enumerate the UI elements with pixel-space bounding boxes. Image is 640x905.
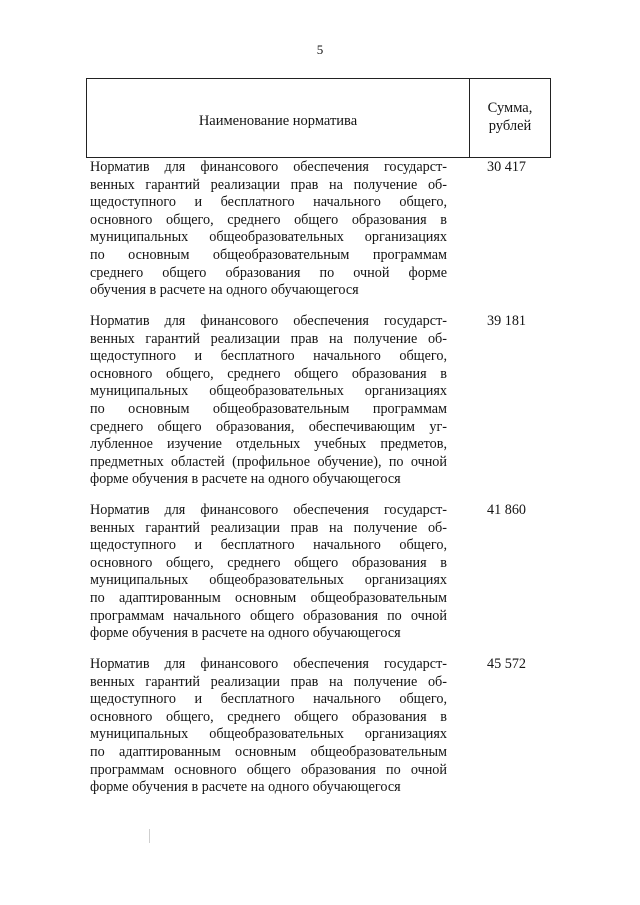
row-sum: 39 181 [487,313,527,329]
table-row [90,159,550,300]
row-text-line: венных гарантий реализации прав на получение об- [90,330,447,347]
row-text-line: среднего общего образования, обеспечивающим уг- [90,418,447,435]
row-text-line: Норматив для финансового обеспечения государст- [90,159,447,175]
row-text-line: венных гарантий реализации прав на получение об- [90,673,447,690]
row-text-line: по основным общеобразовательным программам [90,246,447,263]
table-row [90,502,550,643]
row-text-line: обучения в расчете на одного обучающегося [90,282,359,299]
row-text-line: муниципальных общеобразовательных организациях [90,229,447,246]
row-text-line: основного общего, среднего общего образования в [90,365,447,382]
row-text-line: программам основного общего образования по очной [90,761,447,778]
table-row [90,656,550,797]
row-text-line: по адаптированным основным общеобразовательным [90,589,447,606]
table-header [86,78,551,158]
row-sum: 41 860 [487,502,527,518]
row-text-line: муниципальных общеобразовательных организациях [90,383,447,400]
row-sum: 45 572 [487,656,527,672]
row-text-line: форме обучения в расчете на одного обучающегося [90,625,401,642]
header-sum-line-2: рублей [488,118,532,134]
row-text-line: по основным общеобразовательным программам [90,400,447,417]
row-text-line: Норматив для финансового обеспечения государст- [90,502,447,518]
header-name-column: Наименование норматива [87,79,470,157]
row-text-line: Норматив для финансового обеспечения государст- [90,313,447,329]
row-text-line: по адаптированным основным общеобразовательным [90,743,447,760]
page-number: 5 [316,42,324,57]
row-sum: 30 417 [487,159,527,175]
row-text-line: венных гарантий реализации прав на получение об- [90,176,447,193]
row-text-line: основного общего, среднего общего образования в [90,554,447,571]
row-text-line: основного общего, среднего общего образования в [90,708,447,725]
header-sum-line-1: Сумма, [487,100,533,116]
table-row [90,313,550,489]
row-text-line: предметных областей (профильное обучение), по очной [90,453,447,470]
row-description [90,313,447,489]
header-sum-column [470,79,550,157]
row-text-line: программам начального общего образования по очной [90,607,447,624]
row-text-line: Норматив для финансового обеспечения государст- [90,656,447,672]
row-text-line: основного общего, среднего общего образования в [90,211,447,228]
row-text-line: муниципальных общеобразовательных организациях [90,572,447,589]
row-text-line: муниципальных общеобразовательных организациях [90,726,447,743]
row-description [90,159,447,300]
row-text-line: венных гарантий реализации прав на получение об- [90,519,447,536]
row-description [90,656,447,797]
row-text-line: форме обучения в расчете на одного обучающегося [90,779,401,796]
row-text-line: среднего общего образования по очной форме [90,264,447,281]
row-text-line: щедоступного и бесплатного начального общего, [90,691,447,708]
row-text-line: щедоступного и бесплатного начального общего, [90,194,447,211]
row-text-line: щедоступного и бесплатного начального общего, [90,348,447,365]
row-text-line: форме обучения в расчете на одного обучающегося [90,471,401,488]
row-text-line: щедоступного и бесплатного начального общего, [90,537,447,554]
scan-artifact [149,829,150,843]
row-text-line: лубленное изучение отдельных учебных предметов, [90,436,447,453]
row-description [90,502,447,643]
